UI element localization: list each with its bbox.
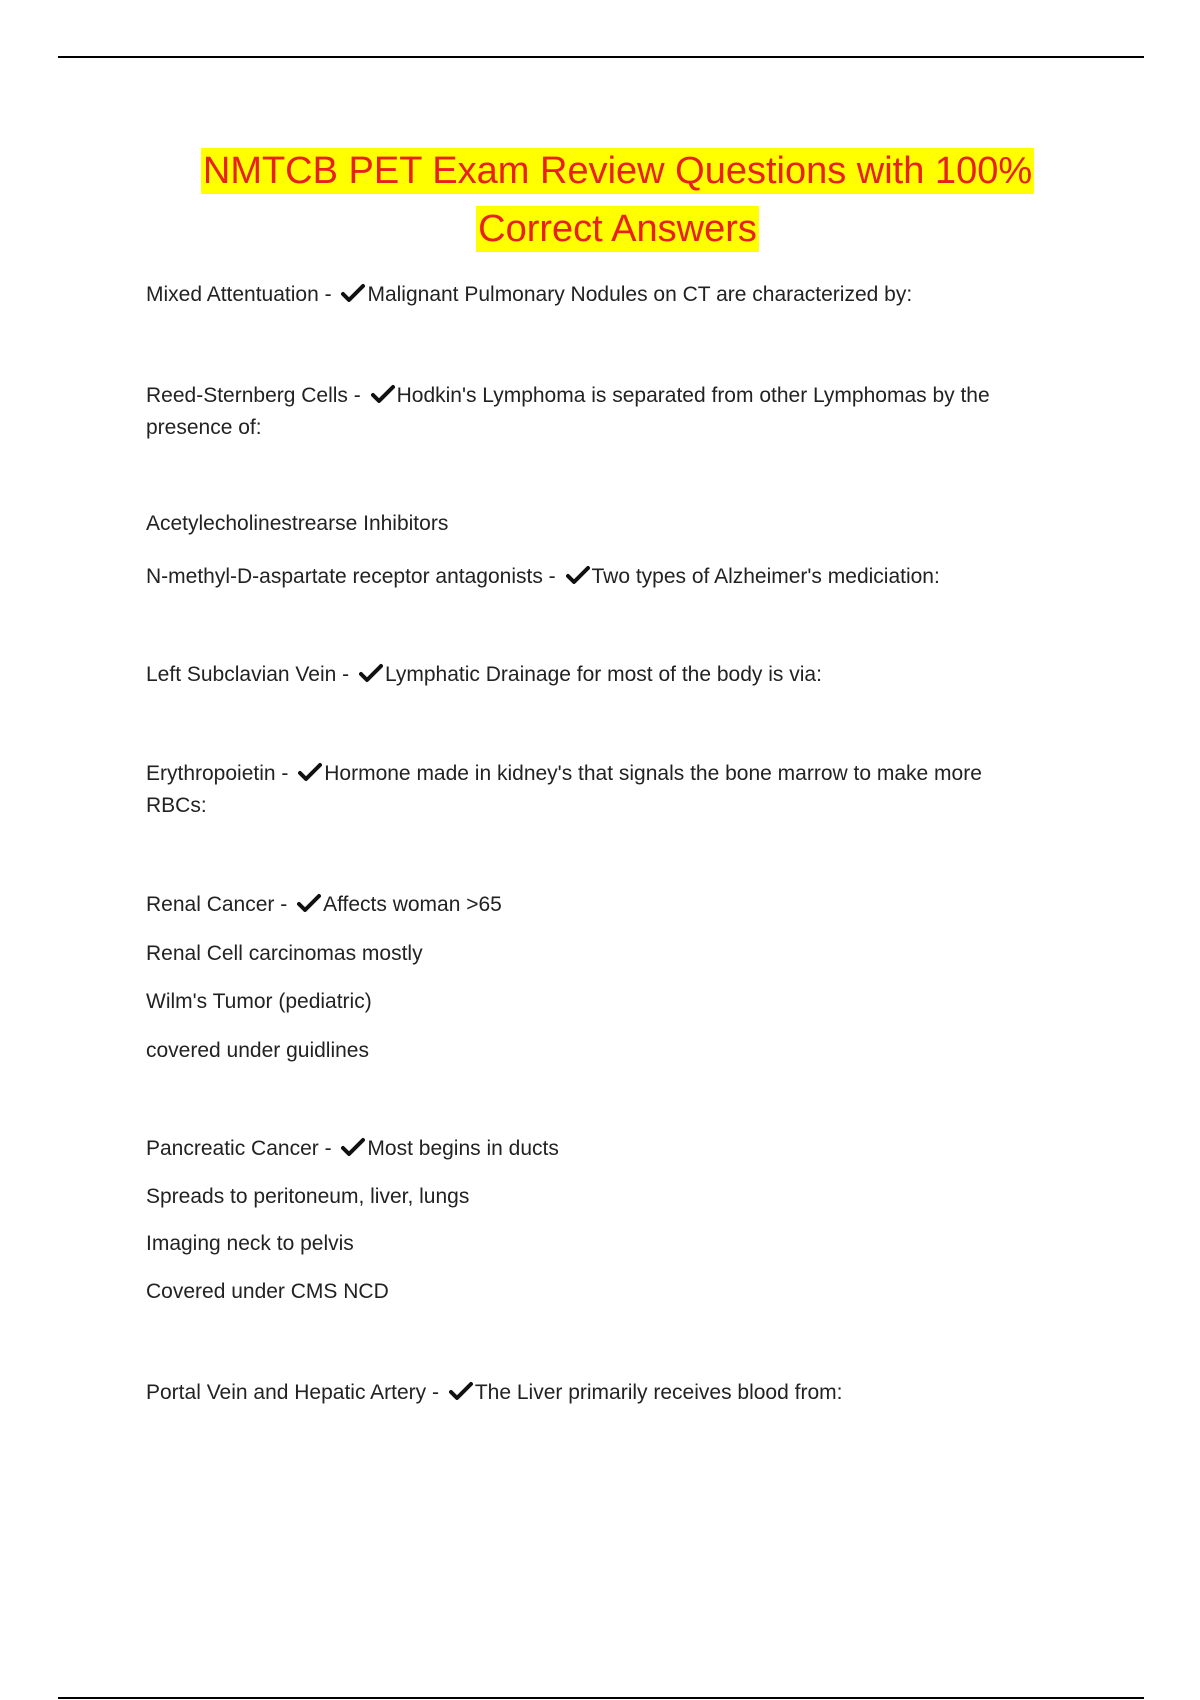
- qa-item: [146, 279, 1046, 311]
- answer-text: Erythropoietin -: [146, 762, 295, 785]
- extra-line: Covered under CMS NCD: [146, 1280, 389, 1303]
- answer-text: Mixed Attentuation -: [146, 283, 338, 306]
- qa-item: [146, 889, 1046, 921]
- checkmark-icon: [449, 1381, 473, 1401]
- extra-line: Wilm's Tumor (pediatric): [146, 990, 372, 1013]
- question-text: Lymphatic Drainage for most of the body is via:: [384, 663, 822, 686]
- question-text: Malignant Pulmonary Nodules on CT are characterized by:: [367, 283, 913, 306]
- extra-line: Imaging neck to pelvis: [146, 1232, 354, 1255]
- checkmark-icon: [341, 283, 365, 303]
- page-title: [150, 142, 1085, 258]
- answer-text: Left Subclavian Vein -: [146, 663, 355, 686]
- title-line-2: Correct Answers: [478, 208, 757, 250]
- title-line-1: NMTCB PET Exam Review Questions with 100%: [202, 150, 1033, 192]
- answer-text: Reed-Sternberg Cells -: [146, 384, 367, 407]
- bottom-rule: [58, 1697, 1144, 1699]
- answer-extra-text: Acetylecholinestrearse Inhibitors: [146, 512, 449, 535]
- question-text: Affects woman >65: [323, 893, 502, 916]
- answer-text: N-methyl-D-aspartate receptor antagonists -: [146, 565, 562, 588]
- checkmark-icon: [297, 893, 321, 913]
- qa-item: [146, 659, 1046, 691]
- qa-item: [146, 1133, 1046, 1165]
- answer-text: Portal Vein and Hepatic Artery -: [146, 1381, 445, 1404]
- answer-text: Pancreatic Cancer -: [146, 1137, 338, 1160]
- question-text: Hormone made in kidney's that signals the bone marrow to make more RBCs:: [146, 762, 982, 817]
- checkmark-icon: [298, 762, 322, 782]
- qa-item: [146, 1377, 1046, 1409]
- question-text: Two types of Alzheimer's mediciation:: [591, 565, 940, 588]
- question-text: The Liver primarily receives blood from:: [474, 1381, 843, 1404]
- qa-item: [146, 561, 1046, 593]
- qa-item: [146, 380, 1046, 444]
- answer-text: Renal Cancer -: [146, 893, 294, 916]
- checkmark-icon: [341, 1137, 365, 1157]
- extra-line: covered under guidlines: [146, 1039, 369, 1062]
- question-text: Hodkin's Lymphoma is separated from other Lymphomas by the presence of:: [146, 384, 990, 439]
- question-text: Most begins in ducts: [367, 1137, 559, 1160]
- checkmark-icon: [359, 663, 383, 683]
- extra-line: Spreads to peritoneum, liver, lungs: [146, 1185, 470, 1208]
- extra-line: Renal Cell carcinomas mostly: [146, 942, 423, 965]
- top-rule: [58, 56, 1144, 58]
- checkmark-icon: [371, 384, 395, 404]
- checkmark-icon: [566, 565, 590, 585]
- qa-item: [146, 758, 1046, 822]
